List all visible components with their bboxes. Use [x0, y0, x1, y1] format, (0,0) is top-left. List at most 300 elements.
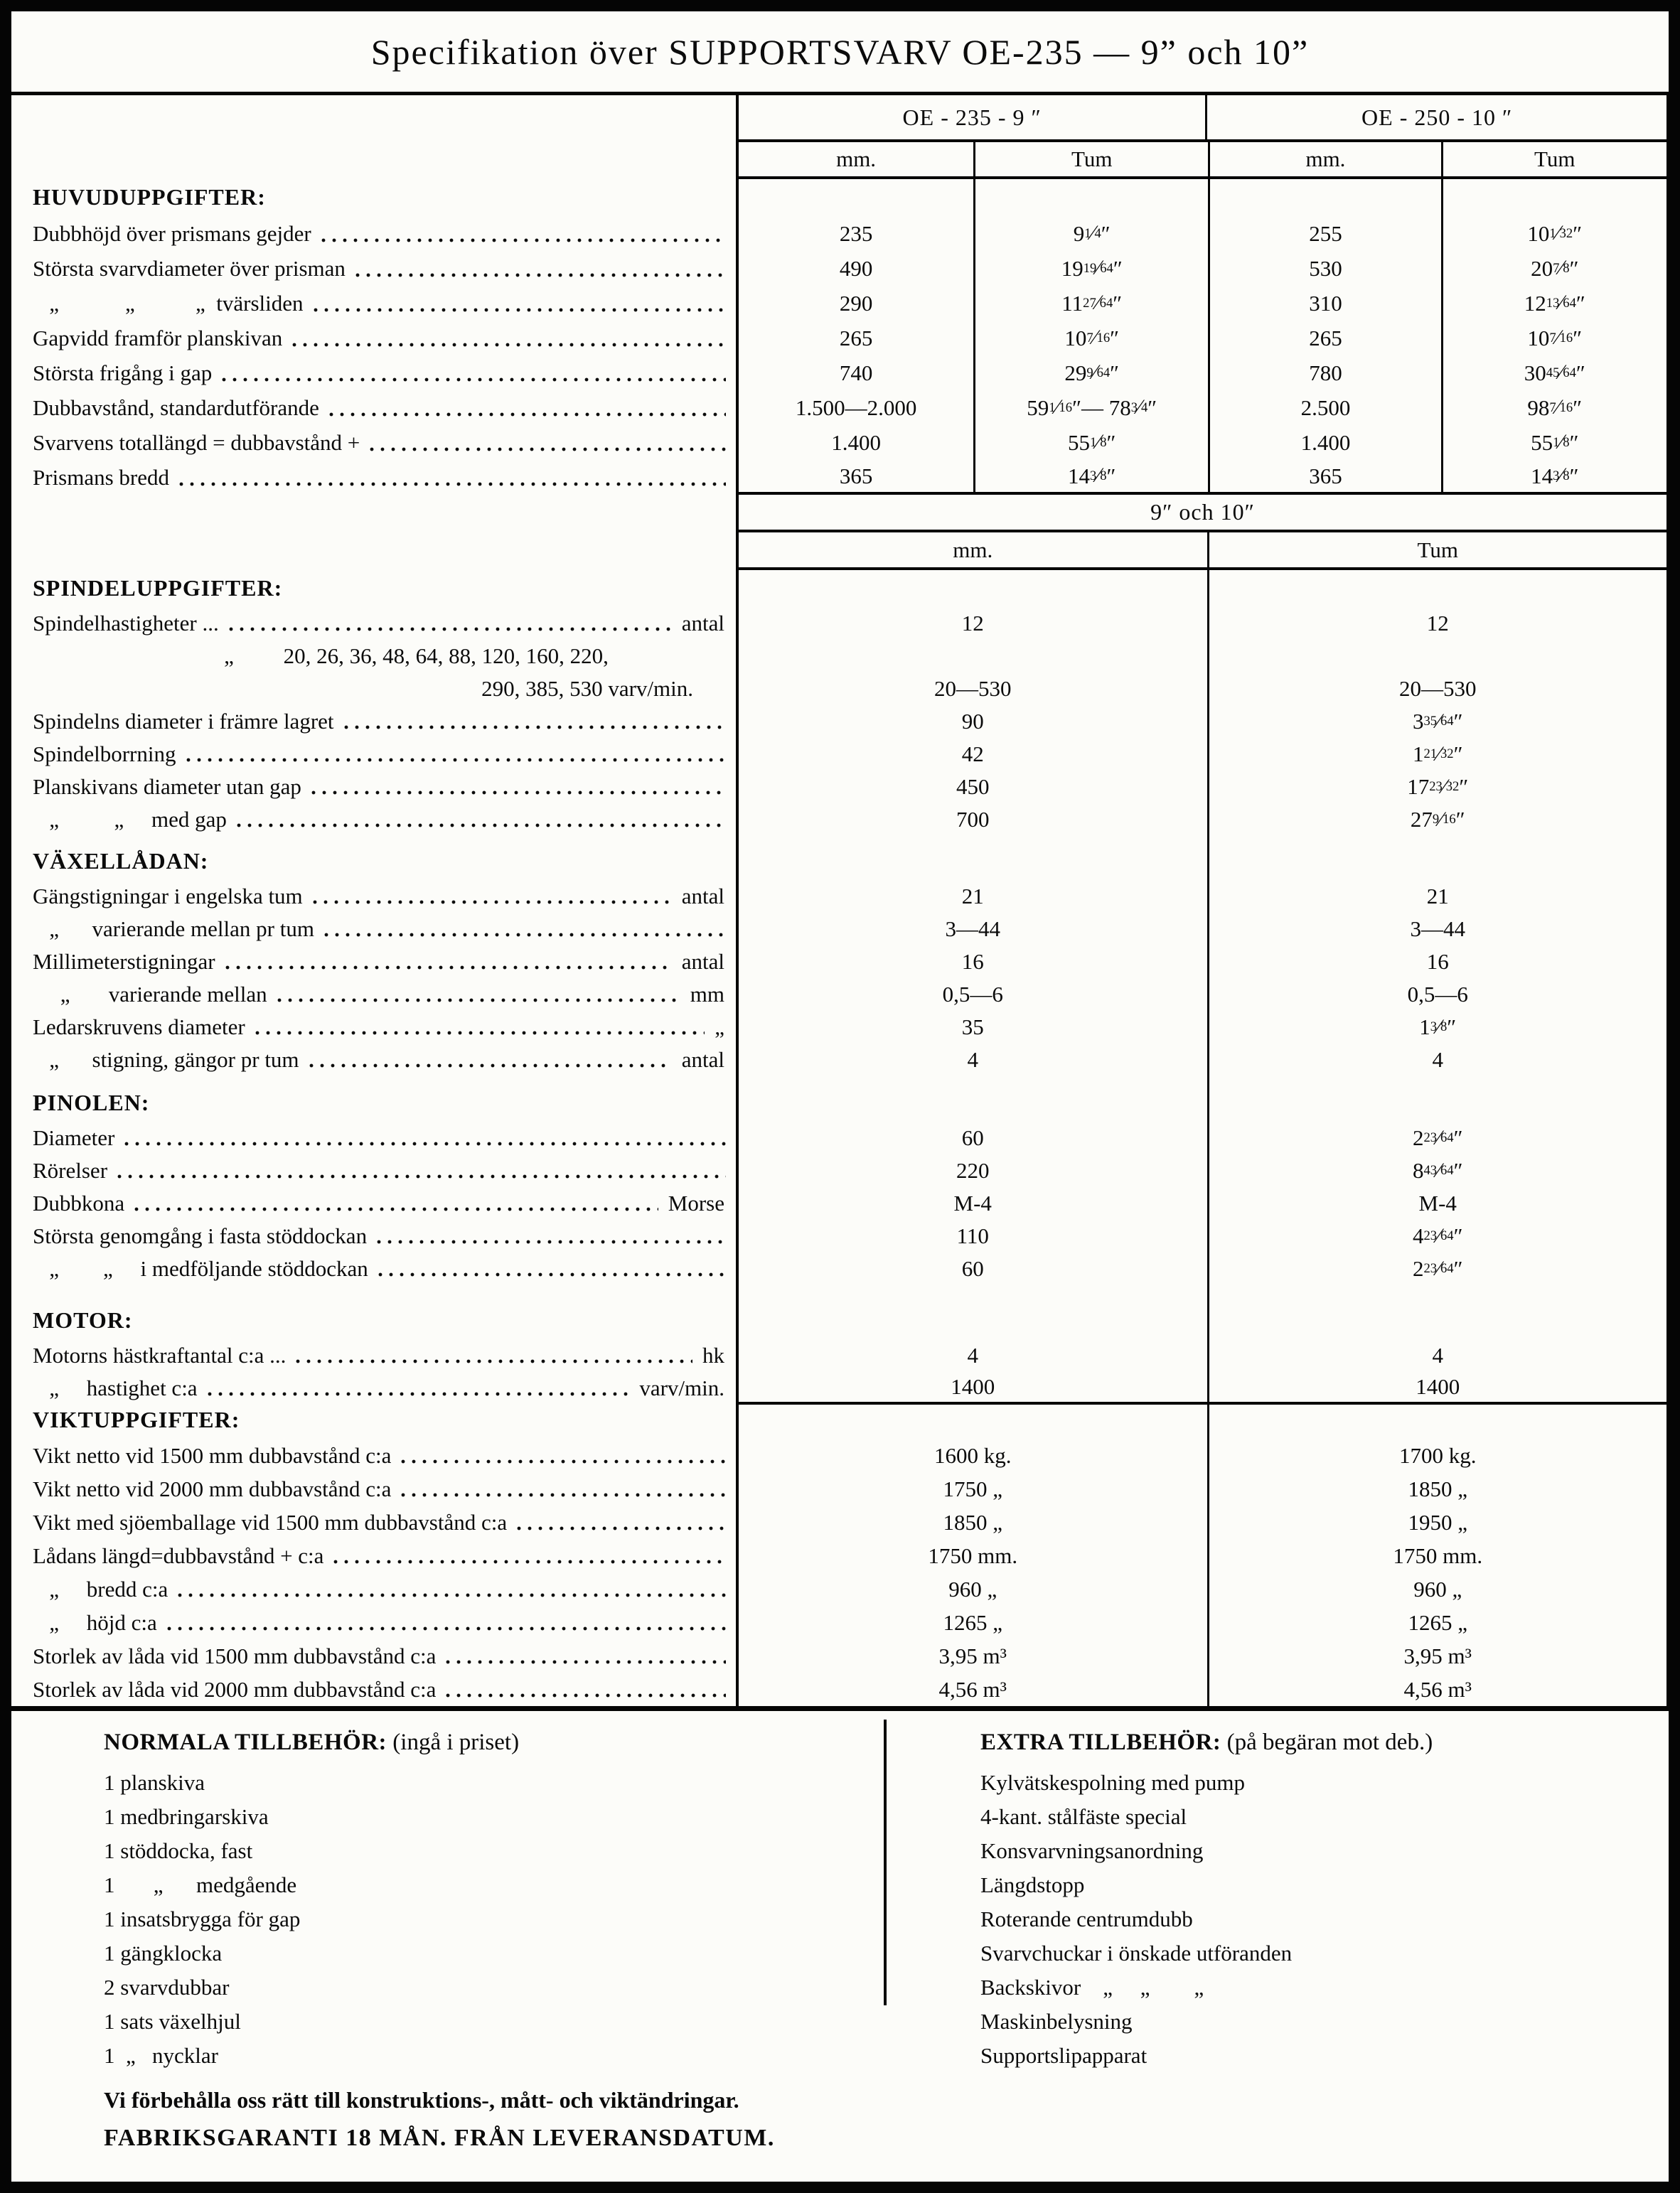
dot-leader: [401, 1459, 726, 1464]
value-cell: 27 9 ⁄ 16 ″: [1207, 803, 1666, 836]
row-label: [11, 1639, 736, 1673]
row-label-text: Dubbavstånd, standardutförande: [33, 395, 319, 420]
dot-leader: [324, 933, 726, 937]
spec-row: [11, 495, 1669, 532]
spec-row: [11, 355, 1669, 390]
spec-row: [11, 425, 1669, 460]
dot-leader: [313, 900, 672, 904]
row-label: [11, 286, 736, 321]
value-cells: [736, 1187, 1669, 1220]
dot-leader: [446, 1693, 726, 1698]
row-label: [11, 1076, 736, 1122]
row-label: [11, 460, 736, 495]
row-label: [11, 880, 736, 913]
row-label: [11, 179, 736, 216]
value-cells: [736, 1044, 1669, 1076]
value-cell: 960 „: [1207, 1572, 1666, 1606]
accessory-item: 1 planskiva: [104, 1770, 205, 1795]
value-cell: [739, 836, 1207, 880]
value-cells: [736, 216, 1669, 251]
row-label-text: Spindelns diameter i främre lagret: [33, 709, 334, 734]
value-cell: 1600 kg.: [934, 1442, 1012, 1468]
row-label-text: „ „ i medföljande stöddockan: [33, 1256, 368, 1281]
accessory-item: 1 insatsbrygga för gap: [104, 1907, 301, 1931]
spec-row: [11, 1339, 1669, 1372]
dot-leader: [229, 627, 672, 631]
row-label: [11, 913, 736, 945]
spec-row: [11, 179, 1669, 216]
spec-row: [11, 321, 1669, 355]
row-label-text: „ „ „ tvärsliden: [33, 290, 304, 316]
row-label-text: „ 20, 26, 36, 48, 64, 88, 120, 160, 220,: [224, 643, 609, 668]
value-cell: [1207, 640, 1666, 672]
row-label: [11, 672, 736, 705]
row-label-text: Vikt netto vid 2000 mm dubbavstånd c:a: [33, 1476, 392, 1501]
row-unit: antal: [681, 949, 724, 974]
value-cell: 1700 kg.: [1207, 1439, 1666, 1472]
row-unit: Morse: [668, 1191, 724, 1216]
row-label: [11, 142, 736, 179]
section-heading: VÄXELLÅDAN:: [33, 848, 209, 874]
row-label-text: Största frigång i gap: [33, 360, 213, 385]
section-heading: SPINDELUPPGIFTER:: [33, 575, 283, 601]
spec-row: [11, 771, 1669, 803]
value-cell: [739, 1285, 1207, 1339]
value-cell: 9 1 ⁄ 4 ″: [973, 216, 1208, 251]
value-cell: [1441, 179, 1666, 216]
row-label-text: Storlek av låda vid 1500 mm dubbavstånd c:a: [33, 1643, 437, 1668]
value-cell: 12: [1207, 607, 1666, 640]
value-cell: 8 43 ⁄ 64 ″: [1207, 1154, 1666, 1187]
value-cell: [739, 1405, 1207, 1439]
value-cell: 265: [839, 325, 873, 350]
spec-row: [11, 390, 1669, 425]
page-title: [11, 11, 1669, 95]
row-label-text: Millimeterstigningar: [33, 949, 215, 974]
value-cell: 4: [967, 1343, 978, 1368]
value-cells: [736, 570, 1669, 607]
spec-row: [11, 1639, 1669, 1673]
spec-row: [11, 640, 1669, 672]
row-label: [11, 321, 736, 355]
accessory-item: 4-kant. stålfäste special: [980, 1804, 1187, 1829]
row-label-text: Storlek av låda vid 2000 mm dubbavstånd c:a: [33, 1676, 437, 1702]
value-cell: [739, 640, 1207, 672]
dot-leader: [344, 725, 726, 729]
spec-row: [11, 945, 1669, 978]
value-cells: [736, 1076, 1669, 1122]
page-title-text: Specifikation över SUPPORTSVARV OE-235 — 9” och 10”: [370, 31, 1310, 72]
row-label: [11, 978, 736, 1011]
dot-leader: [277, 998, 680, 1002]
value-cells: [736, 425, 1669, 460]
accessory-item: Konsvarvningsanordning: [980, 1838, 1204, 1863]
spec-row: [11, 836, 1669, 880]
value-cell: 4: [1207, 1044, 1666, 1076]
value-cell: 42: [961, 741, 984, 766]
row-label: [11, 1539, 736, 1572]
value-cell: 1400: [951, 1374, 995, 1399]
row-label-text: „ höjd c:a: [33, 1609, 157, 1635]
row-unit: mm: [690, 982, 724, 1007]
value-cell: mm.: [836, 146, 877, 171]
row-label-text: Vikt med sjöemballage vid 1500 mm dubbavstånd c:a: [33, 1509, 508, 1535]
value-cells: [736, 945, 1669, 978]
value-cell: 700: [956, 807, 990, 832]
row-label: [11, 390, 736, 425]
normal-accessories-title: NORMALA TILLBEHÖR: (ingå i priset): [104, 1730, 520, 1755]
row-label: [11, 1572, 736, 1606]
value-cell: 90: [961, 709, 984, 734]
row-unit: antal: [681, 1047, 724, 1072]
row-label: [11, 1339, 736, 1372]
value-cells: [736, 1673, 1669, 1706]
row-label-text: Prismans bredd: [33, 464, 170, 490]
row-label: [11, 1606, 736, 1639]
spec-row: [11, 672, 1669, 705]
row-label-text: Gapvidd framför planskivan: [33, 325, 283, 350]
accessory-item: Kylvätskespolning med pump: [980, 1770, 1245, 1795]
value-cell: 12: [961, 611, 984, 636]
value-cell: 60: [961, 1256, 984, 1281]
spec-row: [11, 880, 1669, 913]
row-label: [11, 1506, 736, 1539]
dot-leader: [124, 1142, 726, 1146]
row-label-text: Motorns hästkraftantal c:a ...: [33, 1343, 287, 1368]
value-cells: [736, 1253, 1669, 1285]
row-label: [11, 1253, 736, 1285]
spec-row: [11, 460, 1669, 495]
value-cells: [736, 880, 1669, 913]
spec-row: [11, 1606, 1669, 1639]
spec-row: [11, 1572, 1669, 1606]
value-cell: 55 1 ⁄ 8 ″: [973, 425, 1208, 460]
dot-leader: [179, 482, 726, 486]
value-cells: [736, 1539, 1669, 1572]
value-cells: [736, 495, 1669, 532]
value-cell: 20—530: [934, 676, 1012, 701]
value-cell: Tum: [1207, 532, 1666, 567]
dot-leader: [222, 377, 726, 382]
value-cell: [973, 179, 1208, 216]
section-heading: PINOLEN:: [33, 1090, 150, 1115]
dot-leader: [517, 1526, 726, 1530]
value-cell: 21: [1207, 880, 1666, 913]
value-cell: 0,5—6: [942, 982, 1003, 1007]
value-cells: [736, 1472, 1669, 1506]
spec-row: [11, 1187, 1669, 1220]
value-cells: [736, 532, 1669, 570]
value-cell: 290: [839, 290, 873, 316]
row-label: [11, 1673, 736, 1706]
spec-row: [11, 1044, 1669, 1076]
value-cells: [736, 1372, 1669, 1405]
row-label-text: „ varierande mellan: [33, 982, 267, 1007]
spec-row: [11, 1405, 1669, 1439]
value-cell: 14 3 ⁄ 8 ″: [1441, 460, 1666, 492]
value-cell: 30 45 ⁄ 64 ″: [1441, 355, 1666, 390]
value-cell: [1207, 570, 1666, 607]
spec-row: [11, 705, 1669, 738]
spec-row: [11, 1673, 1669, 1706]
dot-leader: [333, 1560, 726, 1564]
dot-leader: [309, 1063, 672, 1068]
row-label-text: Diameter: [33, 1125, 115, 1150]
row-label: [11, 1044, 736, 1076]
row-label-text: Spindelhastigheter ...: [33, 611, 219, 636]
value-cell: 1 21 ⁄ 32 ″: [1207, 738, 1666, 771]
accessory-item: 1 „ nycklar: [104, 2043, 218, 2068]
section-heading: MOTOR:: [33, 1307, 133, 1333]
dot-leader: [355, 273, 726, 277]
spec-row: [11, 142, 1669, 179]
accessory-item: Maskinbelysning: [980, 2009, 1133, 2034]
spec-row: [11, 1285, 1669, 1339]
spec-row: [11, 607, 1669, 640]
normal-accessories-list: [104, 1766, 872, 2073]
value-cells: [736, 803, 1669, 836]
value-cells: [736, 1572, 1669, 1606]
dot-leader: [321, 238, 726, 242]
value-cell: 1750 „: [943, 1476, 1002, 1501]
row-label-text: 290, 385, 530 varv/min.: [481, 676, 693, 701]
value-cell: 450: [956, 774, 990, 799]
dot-leader: [378, 1272, 726, 1277]
value-cell: 2 23 ⁄ 64 ″: [1207, 1122, 1666, 1154]
accessory-item: Längdstopp: [980, 1872, 1085, 1897]
change-reservation-note: Vi förbehålla oss rätt till konstruktions-, mått- och viktändringar.: [104, 2087, 739, 2113]
dot-leader: [401, 1493, 726, 1497]
spec-row: [11, 1472, 1669, 1506]
value-cell: 740: [839, 360, 873, 385]
value-cell: mm.: [953, 537, 993, 562]
value-cell: 59 1 ⁄ 16 ″— 78 3 ⁄ 4 ″: [973, 390, 1208, 425]
value-cells: [736, 640, 1669, 672]
spec-row: [11, 570, 1669, 607]
value-cells: [736, 1639, 1669, 1673]
row-label: [11, 1220, 736, 1253]
value-cell: 1850 „: [1207, 1472, 1666, 1506]
spec-row: [11, 913, 1669, 945]
value-cell: 19 19 ⁄ 64 ″: [973, 251, 1208, 286]
value-cell: 35: [961, 1014, 984, 1039]
value-cell: 235: [839, 220, 873, 246]
column-divider: [884, 1720, 887, 2005]
value-cell: 20 7 ⁄ 8 ″: [1441, 251, 1666, 286]
value-cell: 1850 „: [943, 1509, 1002, 1535]
row-label-text: Spindelborrning: [33, 741, 176, 766]
value-cell: 4: [1207, 1339, 1666, 1372]
value-cells: [736, 771, 1669, 803]
value-cell: [739, 570, 1207, 607]
row-label: [11, 738, 736, 771]
row-label: [11, 1187, 736, 1220]
value-cell: 1400: [1207, 1372, 1666, 1402]
value-cell: 255: [1208, 216, 1440, 251]
dot-leader: [314, 308, 726, 312]
row-label: [11, 1372, 736, 1405]
value-cells: [736, 978, 1669, 1011]
value-cell: 310: [1208, 286, 1440, 321]
value-cell: 3,95 m³: [938, 1643, 1007, 1668]
value-cells: [736, 460, 1669, 495]
value-cell: 4,56 m³: [938, 1676, 1007, 1702]
value-cells: [736, 1285, 1669, 1339]
row-label: [11, 607, 736, 640]
value-cells: [736, 913, 1669, 945]
row-label-text: Dubbhöjd över prismans gejder: [33, 220, 311, 246]
accessories-columns: [11, 1730, 1669, 2073]
value-cell: 10 7 ⁄ 16 ″: [973, 321, 1208, 355]
accessory-item: 1 sats växelhjul: [104, 2009, 241, 2034]
dot-leader: [329, 412, 726, 417]
value-cell: 4 23 ⁄ 64 ″: [1207, 1220, 1666, 1253]
accessory-item: 2 svarvdubbar: [104, 1975, 230, 2000]
value-cell: 1750 mm.: [928, 1543, 1018, 1568]
spec-row: [11, 1506, 1669, 1539]
value-cells: [736, 251, 1669, 286]
value-cell: 530: [1208, 251, 1440, 286]
dot-leader: [311, 790, 726, 795]
row-label: [11, 945, 736, 978]
spec-row: [11, 803, 1669, 836]
row-unit: antal: [681, 611, 724, 636]
value-cell: [739, 179, 973, 216]
value-cells: [736, 1154, 1669, 1187]
value-cells: [736, 1506, 1669, 1539]
row-label: [11, 425, 736, 460]
dot-leader: [237, 823, 726, 827]
row-label-text: Lådans längd=dubbavstånd + c:a: [33, 1543, 324, 1568]
dot-leader: [186, 758, 727, 762]
row-label-text: Största genomgång i fasta stöddockan: [33, 1223, 368, 1248]
value-cell: M-4: [953, 1191, 992, 1216]
value-cells: [736, 1122, 1669, 1154]
spec-row: [11, 1220, 1669, 1253]
row-label-text: Ledarskruvens diameter: [33, 1014, 245, 1039]
spec-row: [11, 1372, 1669, 1405]
value-cell: 3—44: [945, 916, 1000, 941]
row-label: [11, 1154, 736, 1187]
value-cell: [1207, 1076, 1666, 1122]
value-cell: 0,5—6: [1207, 978, 1666, 1011]
accessory-item: Backskivor „ „ „: [980, 1975, 1204, 2000]
row-label: [11, 95, 736, 142]
value-cells: [736, 1220, 1669, 1253]
value-cell: Tum: [973, 142, 1208, 176]
value-cells: [736, 286, 1669, 321]
value-cells: [736, 1439, 1669, 1472]
value-cell: 1750 mm.: [1207, 1539, 1666, 1572]
row-unit: „: [715, 1014, 724, 1039]
extra-accessories-title: EXTRA TILLBEHÖR: (på begäran mot deb.): [980, 1730, 1433, 1755]
value-cell: 365: [839, 463, 873, 488]
dot-leader: [296, 1359, 692, 1363]
spec-row: [11, 1122, 1669, 1154]
value-cells: [736, 705, 1669, 738]
value-cell: 29 9 ⁄ 64 ″: [973, 355, 1208, 390]
dot-leader: [117, 1174, 726, 1179]
row-label: [11, 495, 736, 532]
dot-leader: [178, 1593, 726, 1597]
accessories-section: [11, 1711, 1669, 2152]
value-cells: [736, 607, 1669, 640]
value-cell: 55 1 ⁄ 8 ″: [1441, 425, 1666, 460]
value-cell: 21: [961, 884, 984, 908]
section-heading: VIKTUPPGIFTER:: [33, 1407, 240, 1432]
row-label-text: Rörelser: [33, 1158, 108, 1183]
value-cell: 1.400: [1208, 425, 1440, 460]
value-cell: 265: [1208, 321, 1440, 355]
value-cell: [1207, 1285, 1666, 1339]
value-cell: 20—530: [1207, 672, 1666, 705]
value-cell: [1207, 836, 1666, 880]
spec-row: [11, 251, 1669, 286]
row-label: [11, 705, 736, 738]
value-cell: 3 35 ⁄ 64 ″: [1207, 705, 1666, 738]
row-label: [11, 1011, 736, 1044]
value-cell: 1 3 ⁄ 8 ″: [1207, 1011, 1666, 1044]
row-label-text: Dubbkona: [33, 1191, 125, 1216]
accessory-item: 1 medbringarskiva: [104, 1804, 269, 1829]
row-label-text: Gängstigningar i engelska tum: [33, 884, 303, 908]
accessory-item: Svarvchuckar i önskade utföranden: [980, 1941, 1293, 1966]
spec-row: [11, 95, 1669, 142]
dot-leader: [167, 1626, 726, 1631]
spec-row: [11, 1253, 1669, 1285]
row-label-text: Vikt netto vid 1500 mm dubbavstånd c:a: [33, 1442, 392, 1468]
value-cell: 98 7 ⁄ 16 ″: [1441, 390, 1666, 425]
value-cell: 2 23 ⁄ 64 ″: [1207, 1253, 1666, 1285]
value-cell: 11 27 ⁄ 64 ″: [973, 286, 1208, 321]
row-label: [11, 1405, 736, 1439]
value-cells: [736, 179, 1669, 216]
spec-table: [11, 95, 1669, 1711]
row-unit: varv/min.: [639, 1376, 724, 1400]
accessory-item: Supportslipapparat: [980, 2043, 1147, 2068]
value-cells: [736, 672, 1669, 705]
row-unit: antal: [681, 884, 724, 908]
value-cell: 16: [1207, 945, 1666, 978]
value-cell: 960 „: [948, 1576, 997, 1602]
value-cell: 1.400: [831, 429, 881, 455]
dot-leader: [255, 1031, 705, 1035]
factory-guarantee: FABRIKSGARANTI 18 MÅN. FRÅN LEVERANSDATUM.: [104, 2125, 775, 2151]
value-cell: 490: [839, 255, 873, 281]
row-label: [11, 1122, 736, 1154]
value-cell: 17 23 ⁄ 32 ″: [1207, 771, 1666, 803]
dot-leader: [377, 1240, 726, 1244]
value-cells: [736, 390, 1669, 425]
row-label: [11, 1285, 736, 1339]
value-cells: [736, 355, 1669, 390]
value-cells: [736, 95, 1669, 142]
row-label: [11, 1472, 736, 1506]
row-label-text: „ hastighet c:a: [33, 1376, 198, 1400]
value-cell: 4,56 m³: [1207, 1673, 1666, 1706]
value-cells: [736, 142, 1669, 179]
value-cell: 2.500: [1208, 390, 1440, 425]
row-label-text: Största svarvdiameter över prisman: [33, 255, 346, 281]
row-label-text: „ bredd c:a: [33, 1576, 168, 1602]
spec-row: [11, 978, 1669, 1011]
spec-row: [11, 1076, 1669, 1122]
value-cell: 4: [967, 1047, 978, 1072]
spec-row: [11, 1011, 1669, 1044]
row-label-text: „ „ med gap: [33, 807, 227, 832]
value-cell: OE - 235 - 9 ″: [902, 104, 1042, 130]
spec-row: [11, 216, 1669, 251]
